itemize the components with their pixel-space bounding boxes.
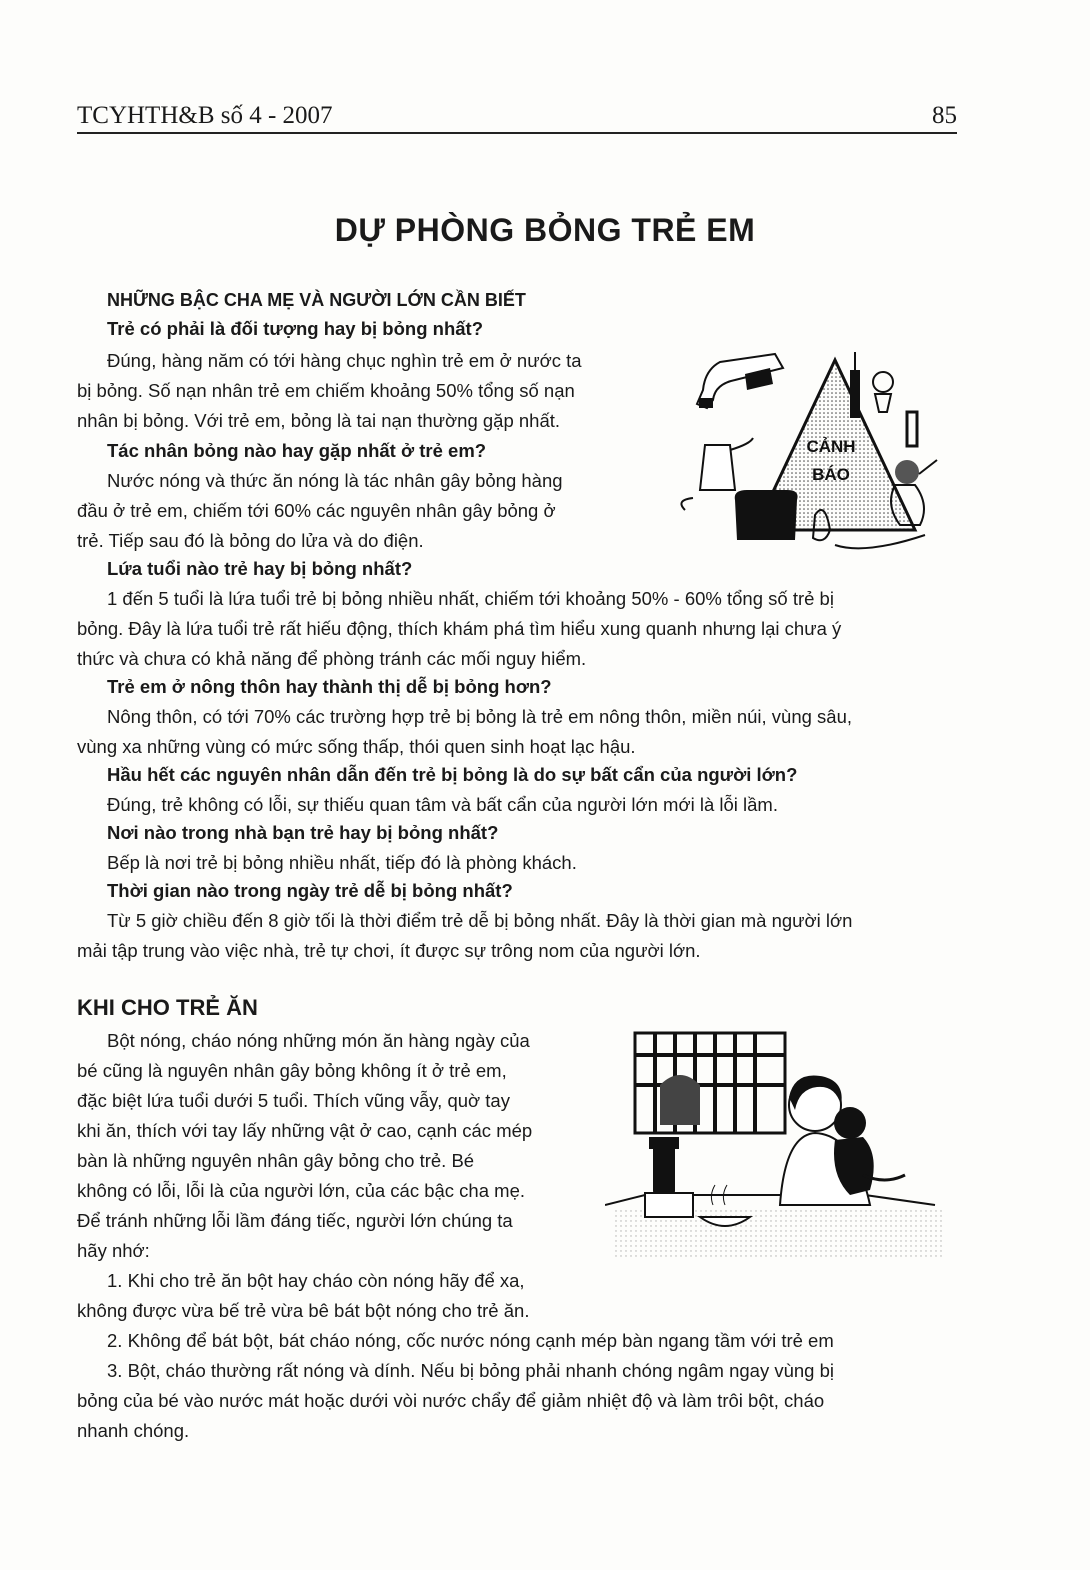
question: Lứa tuổi nào trẻ hay bị bỏng nhất? bbox=[107, 558, 413, 579]
paragraph-line: nhanh chóng. bbox=[77, 1420, 190, 1441]
oil-lamp-icon bbox=[873, 372, 893, 392]
section-heading: NHỮNG BẬC CHA MẸ VÀ NGƯỜI LỚN CẦN BIẾT bbox=[107, 290, 526, 310]
question: Trẻ có phải là đối tượng hay bị bỏng nhất? bbox=[107, 318, 483, 339]
section-heading: KHI CHO TRẺ ĂN bbox=[77, 995, 258, 1020]
paragraph-line: bỏng. Đây là lứa tuổi trẻ rất hiếu động, thích khám phá tìm hiểu xung quanh nhưng lại chưa ý bbox=[77, 618, 842, 639]
child-figure-icon bbox=[895, 460, 919, 484]
paragraph-line: Đúng, trẻ không có lỗi, sự thiếu quan tâm và bất cẩn của người lớn mới là lỗi lầm. bbox=[107, 794, 778, 815]
paragraph-line: Để tránh những lỗi lầm đáng tiếc, người lớn chúng ta bbox=[77, 1210, 513, 1231]
paragraph-line: 2. Không để bát bột, bát cháo nóng, cốc nước nóng cạnh mép bàn ngang tầm với trẻ em bbox=[107, 1330, 834, 1351]
paragraph-line: trẻ. Tiếp sau đó là bỏng do lửa và do điện. bbox=[77, 530, 424, 551]
question: Thời gian nào trong ngày trẻ dễ bị bỏng nhất? bbox=[107, 880, 513, 901]
warning-illustration bbox=[675, 340, 960, 560]
paragraph-line: mải tập trung vào việc nhà, trẻ tự chơi, ít được sự trông nom của người lớn. bbox=[77, 940, 701, 961]
paragraph-line: thức và chưa có khả năng để phòng tránh các mối nguy hiểm. bbox=[77, 648, 587, 669]
paragraph-line: Nông thôn, có tới 70% các trường hợp trẻ bị bỏng là trẻ em nông thôn, miền núi, vùng sâu, bbox=[107, 706, 853, 727]
journal-name: TCYHTH&B số 4 - 2007 bbox=[77, 102, 333, 129]
paragraph-line: vùng xa những vùng có mức sống thấp, thói quen sinh hoạt lạc hậu. bbox=[77, 736, 636, 757]
paragraph-line: bỏng của bé vào nước mát hoặc dưới vòi nước chẩy để giảm nhiệt độ và làm trôi bột, cháo bbox=[77, 1390, 825, 1411]
child-figure-icon bbox=[834, 1107, 866, 1139]
paragraph-line: hãy nhớ: bbox=[77, 1240, 150, 1261]
paragraph-line: đặc biệt lứa tuổi dưới 5 tuổi. Thích vũng vẫy, quờ tay bbox=[77, 1090, 510, 1111]
paragraph-line: 3. Bột, cháo thường rất nóng và dính. Nếu bị bỏng phải nhanh chóng ngâm ngay vùng bị bbox=[107, 1360, 835, 1381]
paragraph-line: Bếp là nơi trẻ bị bỏng nhiều nhất, tiếp đó là phòng khách. bbox=[107, 852, 577, 873]
article-title: DỰ PHÒNG BỎNG TRẺ EM bbox=[334, 212, 756, 248]
paragraph-line: nhân bị bỏng. Với trẻ em, bỏng là tai nạn thường gặp nhất. bbox=[77, 410, 561, 431]
paragraph-line: Nước nóng và thức ăn nóng là tác nhân gây bỏng hàng bbox=[107, 470, 563, 491]
pot-icon bbox=[735, 490, 798, 540]
page-header bbox=[77, 100, 957, 134]
question: Tác nhân bỏng nào hay gặp nhất ở trẻ em? bbox=[107, 440, 487, 461]
faucet-icon bbox=[699, 398, 713, 408]
paragraph-line: bàn là những nguyên nhân gây bỏng cho trẻ. Bé bbox=[77, 1150, 475, 1171]
candle-icon bbox=[850, 370, 860, 418]
thermos-icon bbox=[653, 1145, 675, 1195]
paragraph-line: bị bỏng. Số nạn nhân trẻ em chiếm khoảng 50% tổng số nạn bbox=[77, 380, 575, 401]
paragraph-line: 1 đến 5 tuổi là lứa tuổi trẻ bị bỏng nhiều nhất, chiếm tới khoảng 50% - 60% tổng số trẻ bị bbox=[107, 588, 834, 609]
warning-label-line1: CẢNH bbox=[806, 437, 856, 456]
paragraph-line: Bột nóng, cháo nóng những món ăn hàng ngày của bbox=[107, 1030, 530, 1051]
page-number: 85 bbox=[932, 102, 957, 129]
paragraph-line: Đúng, hàng năm có tới hàng chục nghìn trẻ em ở nước ta bbox=[107, 350, 582, 371]
kettle-icon bbox=[700, 445, 735, 490]
warning-label-line2: BÁO bbox=[812, 465, 850, 484]
feeding-illustration bbox=[605, 1025, 955, 1275]
paragraph-line: Từ 5 giờ chiều đến 8 giờ tối là thời điểm trẻ dễ bị bỏng nhất. Đây là thời gian mà người lớn bbox=[107, 910, 853, 931]
paragraph-line: bé cũng là nguyên nhân gây bỏng không ít ở trẻ em, bbox=[77, 1060, 507, 1081]
battery-icon bbox=[907, 412, 917, 446]
paragraph-line: khi ăn, thích với tay lấy những vật ở cao, cạnh các mép bbox=[77, 1120, 533, 1141]
paragraph-line: 1. Khi cho trẻ ăn bột hay cháo còn nóng hãy để xa, bbox=[107, 1270, 525, 1291]
question: Nơi nào trong nhà bạn trẻ hay bị bỏng nhất? bbox=[107, 822, 499, 843]
paragraph-line: không có lỗi, lỗi là của người lớn, của các bậc cha mẹ. bbox=[77, 1180, 525, 1201]
paragraph-line: không được vừa bế trẻ vừa bê bát bột nóng cho trẻ ăn. bbox=[77, 1300, 530, 1321]
question: Hầu hết các nguyên nhân dẫn đến trẻ bị bỏng là do sự bất cẩn của người lớn? bbox=[107, 764, 798, 785]
paragraph-line: đầu ở trẻ em, chiếm tới 60% các nguyên nhân gây bỏng ở bbox=[77, 500, 556, 521]
question: Trẻ em ở nông thôn hay thành thị dễ bị bỏng hơn? bbox=[107, 676, 552, 697]
